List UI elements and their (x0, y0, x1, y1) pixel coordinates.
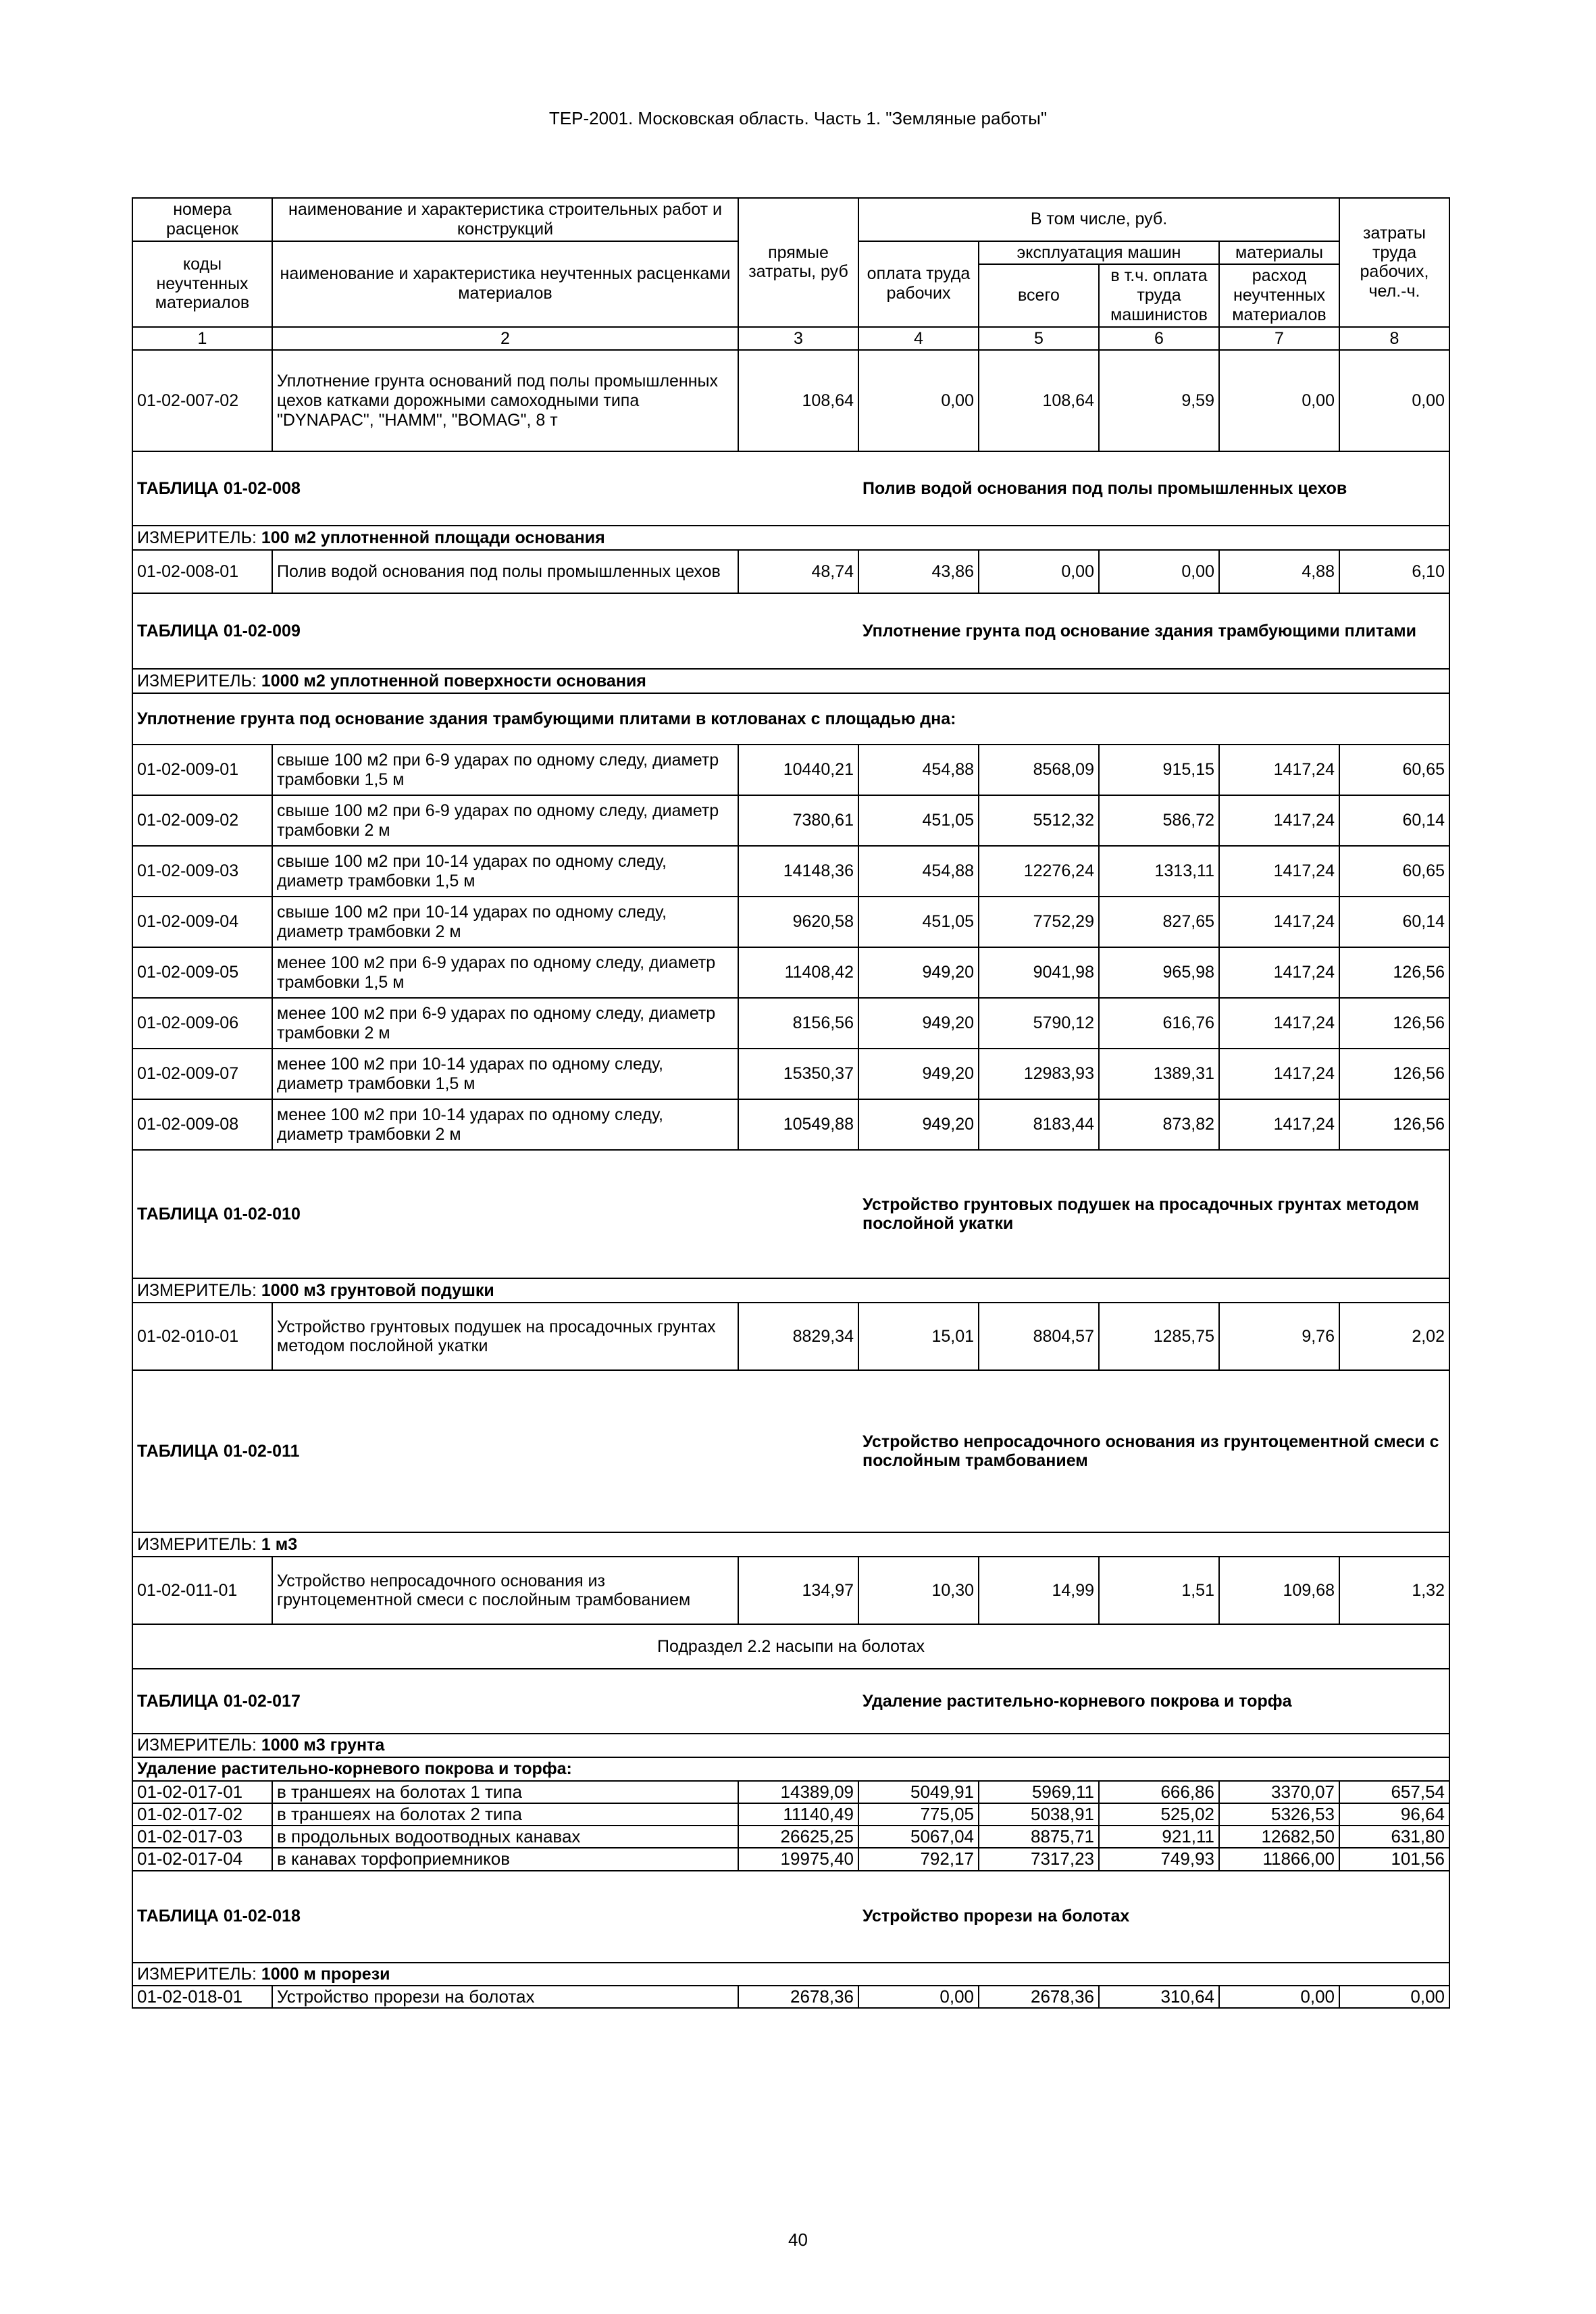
header-name-bottom: наименование и характеристика неучтенных расценками материалов (272, 241, 738, 327)
header-direct-costs: прямые затраты, руб (738, 198, 858, 327)
materials: 3370,07 (1219, 1781, 1339, 1803)
machine-wage: 666,86 (1099, 1781, 1219, 1803)
header-machine-total: всего (979, 264, 1099, 326)
header-including: В том числе, руб. (858, 198, 1339, 241)
measure-value: 1 м3 (261, 1534, 298, 1554)
materials: 1417,24 (1219, 897, 1339, 947)
labor: 60,65 (1339, 846, 1449, 897)
page-header: ТЕР-2001. Московская область. Часть 1. "Земляные работы" (548, 108, 1048, 128)
table-row (132, 1049, 1449, 1099)
wage: 10,30 (858, 1557, 979, 1624)
rate-code: 01-02-009-06 (132, 998, 272, 1049)
subheading: Уплотнение грунта под основание здания трамбующими плитами в котлованах с площадью дна: (132, 693, 1449, 745)
rate-code: 01-02-017-02 (132, 1803, 272, 1826)
machine-total: 14,99 (979, 1557, 1099, 1624)
wage: 5049,91 (858, 1781, 979, 1803)
direct-cost: 8156,56 (738, 998, 858, 1049)
table-row (132, 1303, 1449, 1370)
materials: 1417,24 (1219, 795, 1339, 846)
wage: 949,20 (858, 1049, 979, 1099)
rate-name: в продольных водоотводных канавах (272, 1826, 738, 1848)
machine-total: 2678,36 (979, 1986, 1099, 2008)
measure-unit (132, 1278, 1449, 1303)
rate-code: 01-02-009-01 (132, 745, 272, 795)
direct-cost: 7380,61 (738, 795, 858, 846)
rate-name: свыше 100 м2 при 10-14 ударах по одному следу, диаметр трамбовки 1,5 м (272, 846, 738, 897)
direct-cost: 108,64 (738, 350, 858, 451)
table-title: ТАБЛИЦА 01-02-011 (132, 1370, 858, 1532)
measure-unit (132, 526, 1449, 550)
table-title: ТАБЛИЦА 01-02-009 (132, 593, 858, 669)
machine-wage: 873,82 (1099, 1099, 1219, 1150)
table-description: Устройство грунтовых подушек на просадочных грунтах методом послойной укатки (858, 1150, 1449, 1278)
table-009-measure (132, 669, 1449, 693)
machine-wage: 586,72 (1099, 795, 1219, 846)
machine-wage: 1285,75 (1099, 1303, 1219, 1370)
labor: 2,02 (1339, 1303, 1449, 1370)
machine-total: 7752,29 (979, 897, 1099, 947)
machine-wage: 1,51 (1099, 1557, 1219, 1624)
measure-value: 1000 м3 грунтовой подушки (261, 1280, 494, 1300)
rate-code: 01-02-010-01 (132, 1303, 272, 1370)
header-wage: оплата труда рабочих (858, 241, 979, 327)
measure-label: ИЗМЕРИТЕЛЬ: (137, 671, 257, 690)
materials: 11866,00 (1219, 1848, 1339, 1870)
direct-cost: 48,74 (738, 550, 858, 593)
direct-cost: 14148,36 (738, 846, 858, 897)
table-009-subheading (132, 693, 1449, 745)
materials: 1417,24 (1219, 1049, 1339, 1099)
measure-label: ИЗМЕРИТЕЛЬ: (137, 1964, 257, 1984)
table-description: Удаление растительно-корневого покрова и торфа (858, 1669, 1449, 1734)
wage: 451,05 (858, 795, 979, 846)
machine-wage: 921,11 (1099, 1826, 1219, 1848)
wage: 15,01 (858, 1303, 979, 1370)
rate-name: менее 100 м2 при 10-14 ударах по одному следу, диаметр трамбовки 2 м (272, 1099, 738, 1150)
labor: 126,56 (1339, 1049, 1449, 1099)
wage: 451,05 (858, 897, 979, 947)
table-row (132, 1099, 1449, 1150)
rate-name: в траншеях на болотах 2 типа (272, 1803, 738, 1826)
col-num: 6 (1099, 327, 1219, 351)
materials: 1417,24 (1219, 846, 1339, 897)
rate-code: 01-02-008-01 (132, 550, 272, 593)
wage: 949,20 (858, 998, 979, 1049)
header-machine: эксплуатация машин (979, 241, 1219, 265)
table-008-heading (132, 451, 1449, 526)
table-011-measure (132, 1532, 1449, 1557)
materials: 0,00 (1219, 1986, 1339, 2008)
table-title: ТАБЛИЦА 01-02-017 (132, 1669, 858, 1734)
wage: 5067,04 (858, 1826, 979, 1848)
wage: 43,86 (858, 550, 979, 593)
rate-code: 01-02-017-03 (132, 1826, 272, 1848)
machine-wage: 0,00 (1099, 550, 1219, 593)
labor: 126,56 (1339, 998, 1449, 1049)
subheading: Удаление растительно-корневого покрова и торфа: (132, 1757, 1449, 1781)
direct-cost: 11140,49 (738, 1803, 858, 1826)
rate-name: в траншеях на болотах 1 типа (272, 1781, 738, 1803)
labor: 126,56 (1339, 1099, 1449, 1150)
direct-cost: 15350,37 (738, 1049, 858, 1099)
labor: 0,00 (1339, 350, 1449, 451)
machine-total: 5969,11 (979, 1781, 1099, 1803)
table-row (132, 1826, 1449, 1848)
rate-name: Устройство прорези на болотах (272, 1986, 738, 2008)
machine-total: 8875,71 (979, 1826, 1099, 1848)
table-title: ТАБЛИЦА 01-02-010 (132, 1150, 858, 1278)
table-010-heading (132, 1150, 1449, 1278)
materials: 1417,24 (1219, 998, 1339, 1049)
measure-value: 1000 м2 уплотненной поверхности основания (261, 671, 646, 690)
machine-wage: 827,65 (1099, 897, 1219, 947)
rate-code: 01-02-017-04 (132, 1848, 272, 1870)
table-description: Полив водой основания под полы промышленных цехов (858, 451, 1449, 526)
rate-name: свыше 100 м2 при 6-9 ударах по одному следу, диаметр трамбовки 1,5 м (272, 745, 738, 795)
labor: 60,14 (1339, 795, 1449, 846)
rate-code: 01-02-011-01 (132, 1557, 272, 1624)
col-num: 3 (738, 327, 858, 351)
header-code-top: номера расценок (132, 198, 272, 241)
table-row (132, 1781, 1449, 1803)
rate-name: менее 100 м2 при 10-14 ударах по одному следу, диаметр трамбовки 1,5 м (272, 1049, 738, 1099)
labor: 0,00 (1339, 1986, 1449, 2008)
table-017-measure (132, 1734, 1449, 1757)
table-row (132, 846, 1449, 897)
measure-label: ИЗМЕРИТЕЛЬ: (137, 1534, 257, 1554)
table-018-measure (132, 1963, 1449, 1986)
measure-label: ИЗМЕРИТЕЛЬ: (137, 1280, 257, 1300)
rate-code: 01-02-009-03 (132, 846, 272, 897)
header-labor: затраты труда рабочих, чел.-ч. (1339, 198, 1449, 327)
wage: 792,17 (858, 1848, 979, 1870)
machine-total: 12983,93 (979, 1049, 1099, 1099)
wage: 454,88 (858, 745, 979, 795)
measure-label: ИЗМЕРИТЕЛЬ: (137, 1736, 257, 1755)
table-row (132, 350, 1449, 451)
machine-wage: 1313,11 (1099, 846, 1219, 897)
labor: 6,10 (1339, 550, 1449, 593)
table-row (132, 795, 1449, 846)
rates-table (132, 197, 1450, 2009)
measure-label: ИЗМЕРИТЕЛЬ: (137, 528, 257, 547)
labor: 631,80 (1339, 1826, 1449, 1848)
wage: 775,05 (858, 1803, 979, 1826)
labor: 60,14 (1339, 897, 1449, 947)
page-number: 40 (788, 2230, 808, 2250)
subsection-heading (132, 1624, 1449, 1669)
direct-cost: 14389,09 (738, 1781, 858, 1803)
table-description: Устройство непросадочного основания из грунтоцементной смеси с послойным трамбованием (858, 1370, 1449, 1532)
machine-wage: 310,64 (1099, 1986, 1219, 2008)
table-title: ТАБЛИЦА 01-02-008 (132, 451, 858, 526)
materials: 4,88 (1219, 550, 1339, 593)
measure-unit (132, 1734, 1449, 1757)
wage: 949,20 (858, 947, 979, 998)
table-row (132, 897, 1449, 947)
table-017-subheading (132, 1757, 1449, 1781)
table-title: ТАБЛИЦА 01-02-018 (132, 1871, 858, 1963)
rate-code: 01-02-007-02 (132, 350, 272, 451)
table-row (132, 998, 1449, 1049)
materials: 0,00 (1219, 350, 1339, 451)
table-description: Устройство прорези на болотах (858, 1871, 1449, 1963)
header-materials: материалы (1219, 241, 1339, 265)
machine-wage: 9,59 (1099, 350, 1219, 451)
header-name-top: наименование и характеристика строительных работ и конструкций (272, 198, 738, 241)
table-row (132, 1848, 1449, 1870)
rate-code: 01-02-009-07 (132, 1049, 272, 1099)
labor: 101,56 (1339, 1848, 1449, 1870)
column-numbers-row (132, 327, 1449, 351)
materials: 109,68 (1219, 1557, 1339, 1624)
table-009-heading (132, 593, 1449, 669)
wage: 0,00 (858, 1986, 979, 2008)
table-row (132, 1803, 1449, 1826)
measure-value: 1000 м прорези (261, 1964, 390, 1984)
table-011-heading (132, 1370, 1449, 1532)
materials: 1417,24 (1219, 947, 1339, 998)
direct-cost: 2678,36 (738, 1986, 858, 2008)
rate-name: в канавах торфоприемников (272, 1848, 738, 1870)
direct-cost: 134,97 (738, 1557, 858, 1624)
measure-unit (132, 1963, 1449, 1986)
table-row (132, 1557, 1449, 1624)
materials: 1417,24 (1219, 745, 1339, 795)
rate-code: 01-02-009-04 (132, 897, 272, 947)
machine-total: 5038,91 (979, 1803, 1099, 1826)
rate-name: менее 100 м2 при 6-9 ударах по одному следу, диаметр трамбовки 2 м (272, 998, 738, 1049)
materials: 5326,53 (1219, 1803, 1339, 1826)
machine-wage: 749,93 (1099, 1848, 1219, 1870)
materials: 1417,24 (1219, 1099, 1339, 1150)
rate-name: Уплотнение грунта оснований под полы промышленных цехов катками дорожными самоходными типа "DYNAPAC", "HAMM", "BOMAG", 8 т (272, 350, 738, 451)
rate-name: Полив водой основания под полы промышленных цехов (272, 550, 738, 593)
machine-total: 0,00 (979, 550, 1099, 593)
labor: 60,65 (1339, 745, 1449, 795)
rate-code: 01-02-009-02 (132, 795, 272, 846)
machine-wage: 965,98 (1099, 947, 1219, 998)
col-num: 2 (272, 327, 738, 351)
header-unaccounted: расход неучтенных материалов (1219, 264, 1339, 326)
machine-wage: 1389,31 (1099, 1049, 1219, 1099)
machine-total: 7317,23 (979, 1848, 1099, 1870)
machine-total: 5790,12 (979, 998, 1099, 1049)
subsection-title: Подраздел 2.2 насыпи на болотах (132, 1624, 1449, 1669)
table-row (132, 1986, 1449, 2008)
machine-wage: 616,76 (1099, 998, 1219, 1049)
rate-code: 01-02-018-01 (132, 1986, 272, 2008)
header-machine-wage: в т.ч. оплата труда машинистов (1099, 264, 1219, 326)
table-description: Уплотнение грунта под основание здания трамбующими плитами (858, 593, 1449, 669)
table-row (132, 947, 1449, 998)
rate-name: менее 100 м2 при 6-9 ударах по одному следу, диаметр трамбовки 1,5 м (272, 947, 738, 998)
col-num: 4 (858, 327, 979, 351)
machine-wage: 525,02 (1099, 1803, 1219, 1826)
direct-cost: 26625,25 (738, 1826, 858, 1848)
table-row (132, 550, 1449, 593)
measure-value: 1000 м3 грунта (261, 1736, 385, 1755)
direct-cost: 8829,34 (738, 1303, 858, 1370)
machine-total: 12276,24 (979, 846, 1099, 897)
table-row (132, 745, 1449, 795)
rate-name: свыше 100 м2 при 10-14 ударах по одному следу, диаметр трамбовки 2 м (272, 897, 738, 947)
labor: 126,56 (1339, 947, 1449, 998)
table-008-measure (132, 526, 1449, 550)
wage: 0,00 (858, 350, 979, 451)
col-num: 8 (1339, 327, 1449, 351)
rate-name: свыше 100 м2 при 6-9 ударах по одному следу, диаметр трамбовки 2 м (272, 795, 738, 846)
table-017-heading (132, 1669, 1449, 1734)
table-010-measure (132, 1278, 1449, 1303)
measure-unit (132, 1532, 1449, 1557)
labor: 96,64 (1339, 1803, 1449, 1826)
materials: 12682,50 (1219, 1826, 1339, 1848)
direct-cost: 10549,88 (738, 1099, 858, 1150)
machine-total: 5512,32 (979, 795, 1099, 846)
machine-total: 8183,44 (979, 1099, 1099, 1150)
materials: 9,76 (1219, 1303, 1339, 1370)
machine-total: 8804,57 (979, 1303, 1099, 1370)
rate-name: Устройство непросадочного основания из грунтоцементной смеси с послойным трамбованием (272, 1557, 738, 1624)
rate-code: 01-02-009-05 (132, 947, 272, 998)
machine-total: 9041,98 (979, 947, 1099, 998)
rate-name: Устройство грунтовых подушек на просадочных грунтах методом послойной укатки (272, 1303, 738, 1370)
direct-cost: 10440,21 (738, 745, 858, 795)
direct-cost: 11408,42 (738, 947, 858, 998)
col-num: 7 (1219, 327, 1339, 351)
measure-value: 100 м2 уплотненной площади основания (261, 528, 605, 547)
wage: 949,20 (858, 1099, 979, 1150)
machine-total: 8568,09 (979, 745, 1099, 795)
measure-unit (132, 669, 1449, 693)
header-row-1 (132, 198, 1449, 241)
direct-cost: 19975,40 (738, 1848, 858, 1870)
col-num: 5 (979, 327, 1099, 351)
machine-total: 108,64 (979, 350, 1099, 451)
labor: 657,54 (1339, 1781, 1449, 1803)
labor: 1,32 (1339, 1557, 1449, 1624)
col-num: 1 (132, 327, 272, 351)
rate-code: 01-02-009-08 (132, 1099, 272, 1150)
wage: 454,88 (858, 846, 979, 897)
direct-cost: 9620,58 (738, 897, 858, 947)
rate-code: 01-02-017-01 (132, 1781, 272, 1803)
machine-wage: 915,15 (1099, 745, 1219, 795)
header-code-bottom: коды неучтенных материалов (132, 241, 272, 327)
table-018-heading (132, 1871, 1449, 1963)
